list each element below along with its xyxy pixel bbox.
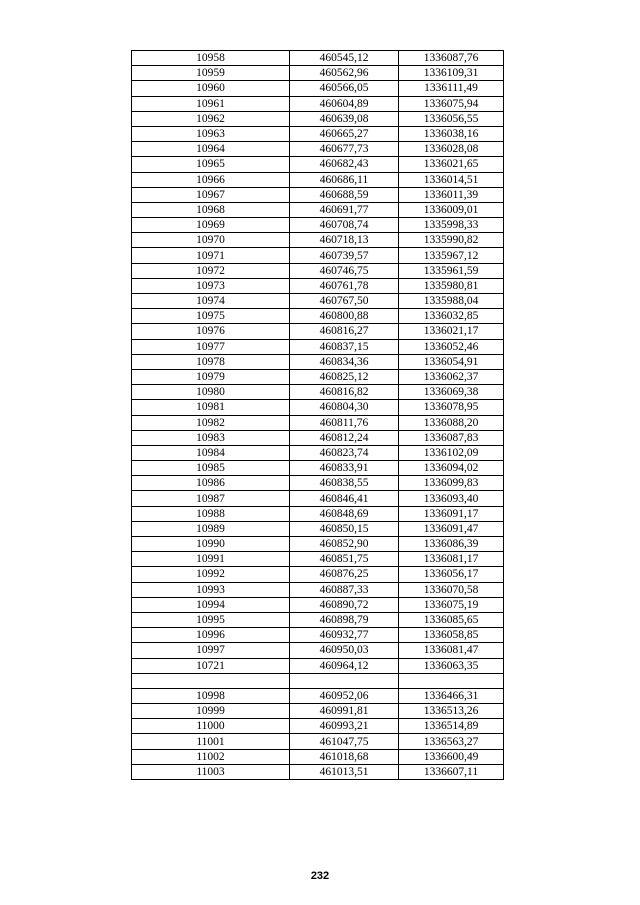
x-coordinate-cell: 460566,05 xyxy=(290,81,399,96)
table-row xyxy=(132,582,504,597)
table-row xyxy=(132,248,504,263)
x-coordinate-cell: 460838,55 xyxy=(290,476,399,491)
point-number-cell: 10963 xyxy=(132,126,290,141)
x-coordinate-cell: 460739,57 xyxy=(290,248,399,263)
point-number-cell: 10999 xyxy=(132,704,290,719)
x-coordinate-cell: 460950,03 xyxy=(290,643,399,658)
table-row xyxy=(132,415,504,430)
x-coordinate-cell: 460718,13 xyxy=(290,233,399,248)
table-row xyxy=(132,430,504,445)
y-coordinate-cell: 1336062,37 xyxy=(399,369,504,384)
x-coordinate-cell: 460812,24 xyxy=(290,430,399,445)
y-coordinate-cell: 1336058,85 xyxy=(399,628,504,643)
table-row xyxy=(132,764,504,779)
table-row xyxy=(132,51,504,66)
point-number-cell: 10967 xyxy=(132,187,290,202)
x-coordinate-cell: 460686,11 xyxy=(290,172,399,187)
table-row xyxy=(132,506,504,521)
table-row xyxy=(132,521,504,536)
coordinates-table-body xyxy=(132,51,504,780)
x-coordinate-cell: 460846,41 xyxy=(290,491,399,506)
x-coordinate-cell: 460746,75 xyxy=(290,263,399,278)
point-number-cell: 10980 xyxy=(132,385,290,400)
table-row xyxy=(132,81,504,96)
y-coordinate-cell: 1336094,02 xyxy=(399,461,504,476)
table-row xyxy=(132,597,504,612)
table-row xyxy=(132,233,504,248)
x-coordinate-cell: 460898,79 xyxy=(290,612,399,627)
table-row xyxy=(132,339,504,354)
y-coordinate-cell: 1336086,39 xyxy=(399,537,504,552)
table-row xyxy=(132,537,504,552)
page-number: 232 xyxy=(310,870,330,882)
point-number-cell: 10961 xyxy=(132,96,290,111)
point-number-cell: 10990 xyxy=(132,537,290,552)
x-coordinate-cell: 460932,77 xyxy=(290,628,399,643)
y-coordinate-cell: 1336056,17 xyxy=(399,567,504,582)
table-row xyxy=(132,157,504,172)
y-coordinate-cell: 1336088,20 xyxy=(399,415,504,430)
point-number-cell: 10996 xyxy=(132,628,290,643)
table-row xyxy=(132,172,504,187)
point-number-cell: 10962 xyxy=(132,111,290,126)
x-coordinate-cell: 460682,43 xyxy=(290,157,399,172)
point-number-cell: 10992 xyxy=(132,567,290,582)
table-row xyxy=(132,552,504,567)
y-coordinate-cell: 1336052,46 xyxy=(399,339,504,354)
table-row xyxy=(132,673,504,688)
y-coordinate-cell: 1336075,19 xyxy=(399,597,504,612)
x-coordinate-cell: 460811,76 xyxy=(290,415,399,430)
y-coordinate-cell: 1336081,17 xyxy=(399,552,504,567)
table-row xyxy=(132,66,504,81)
table-row xyxy=(132,491,504,506)
table-row xyxy=(132,461,504,476)
table-row xyxy=(132,142,504,157)
x-coordinate-cell: 460677,73 xyxy=(290,142,399,157)
point-number-cell: 10964 xyxy=(132,142,290,157)
table-row xyxy=(132,612,504,627)
table-row xyxy=(132,96,504,111)
table-row xyxy=(132,476,504,491)
point-number-cell xyxy=(132,673,290,688)
y-coordinate-cell: 1336028,08 xyxy=(399,142,504,157)
point-number-cell: 10960 xyxy=(132,81,290,96)
point-number-cell: 10978 xyxy=(132,354,290,369)
table-row xyxy=(132,704,504,719)
x-coordinate-cell: 460665,27 xyxy=(290,126,399,141)
y-coordinate-cell: 1335980,81 xyxy=(399,278,504,293)
point-number-cell: 10989 xyxy=(132,521,290,536)
y-coordinate-cell: 1336600,49 xyxy=(399,749,504,764)
table-row xyxy=(132,628,504,643)
y-coordinate-cell: 1335988,04 xyxy=(399,294,504,309)
x-coordinate-cell: 460887,33 xyxy=(290,582,399,597)
point-number-cell: 10965 xyxy=(132,157,290,172)
y-coordinate-cell: 1336109,31 xyxy=(399,66,504,81)
table-row xyxy=(132,324,504,339)
y-coordinate-cell: 1335961,59 xyxy=(399,263,504,278)
y-coordinate-cell: 1336021,65 xyxy=(399,157,504,172)
y-coordinate-cell: 1336102,09 xyxy=(399,445,504,460)
y-coordinate-cell: 1336054,91 xyxy=(399,354,504,369)
table-row xyxy=(132,111,504,126)
x-coordinate-cell: 460816,82 xyxy=(290,385,399,400)
point-number-cell: 10974 xyxy=(132,294,290,309)
x-coordinate-cell: 460952,06 xyxy=(290,688,399,703)
point-number-cell: 10972 xyxy=(132,263,290,278)
y-coordinate-cell: 1336087,76 xyxy=(399,51,504,66)
x-coordinate-cell: 460767,50 xyxy=(290,294,399,309)
table-row xyxy=(132,263,504,278)
table-row xyxy=(132,369,504,384)
point-number-cell: 10969 xyxy=(132,218,290,233)
y-coordinate-cell: 1336091,47 xyxy=(399,521,504,536)
x-coordinate-cell xyxy=(290,673,399,688)
table-row xyxy=(132,688,504,703)
point-number-cell: 11000 xyxy=(132,719,290,734)
point-number-cell: 10981 xyxy=(132,400,290,415)
table-row xyxy=(132,749,504,764)
table-row xyxy=(132,400,504,415)
y-coordinate-cell: 1336032,85 xyxy=(399,309,504,324)
y-coordinate-cell: 1336081,47 xyxy=(399,643,504,658)
x-coordinate-cell: 460991,81 xyxy=(290,704,399,719)
point-number-cell: 10975 xyxy=(132,309,290,324)
point-number-cell: 10988 xyxy=(132,506,290,521)
y-coordinate-cell: 1336513,26 xyxy=(399,704,504,719)
x-coordinate-cell: 460876,25 xyxy=(290,567,399,582)
y-coordinate-cell: 1335998,33 xyxy=(399,218,504,233)
point-number-cell: 10997 xyxy=(132,643,290,658)
y-coordinate-cell: 1335990,82 xyxy=(399,233,504,248)
table-row xyxy=(132,294,504,309)
y-coordinate-cell: 1336075,94 xyxy=(399,96,504,111)
table-row xyxy=(132,445,504,460)
point-number-cell: 10966 xyxy=(132,172,290,187)
point-number-cell: 10977 xyxy=(132,339,290,354)
point-number-cell: 10971 xyxy=(132,248,290,263)
x-coordinate-cell: 460604,89 xyxy=(290,96,399,111)
table-row xyxy=(132,354,504,369)
point-number-cell: 10984 xyxy=(132,445,290,460)
y-coordinate-cell: 1336038,16 xyxy=(399,126,504,141)
y-coordinate-cell: 1336514,89 xyxy=(399,719,504,734)
x-coordinate-cell: 460816,27 xyxy=(290,324,399,339)
x-coordinate-cell: 460848,69 xyxy=(290,506,399,521)
y-coordinate-cell: 1336063,35 xyxy=(399,658,504,673)
y-coordinate-cell: 1336078,95 xyxy=(399,400,504,415)
x-coordinate-cell: 460852,90 xyxy=(290,537,399,552)
x-coordinate-cell: 460823,74 xyxy=(290,445,399,460)
point-number-cell: 10983 xyxy=(132,430,290,445)
x-coordinate-cell: 460851,75 xyxy=(290,552,399,567)
y-coordinate-cell: 1336056,55 xyxy=(399,111,504,126)
point-number-cell: 11002 xyxy=(132,749,290,764)
x-coordinate-cell: 460834,36 xyxy=(290,354,399,369)
x-coordinate-cell: 460833,91 xyxy=(290,461,399,476)
y-coordinate-cell: 1336021,17 xyxy=(399,324,504,339)
point-number-cell: 10979 xyxy=(132,369,290,384)
y-coordinate-cell: 1335967,12 xyxy=(399,248,504,263)
point-number-cell: 11003 xyxy=(132,764,290,779)
point-number-cell: 10973 xyxy=(132,278,290,293)
point-number-cell: 10970 xyxy=(132,233,290,248)
y-coordinate-cell: 1336607,11 xyxy=(399,764,504,779)
y-coordinate-cell xyxy=(399,673,504,688)
table-row xyxy=(132,309,504,324)
point-number-cell: 11001 xyxy=(132,734,290,749)
y-coordinate-cell: 1336009,01 xyxy=(399,202,504,217)
x-coordinate-cell: 460545,12 xyxy=(290,51,399,66)
y-coordinate-cell: 1336085,65 xyxy=(399,612,504,627)
point-number-cell: 10995 xyxy=(132,612,290,627)
y-coordinate-cell: 1336091,17 xyxy=(399,506,504,521)
table-row xyxy=(132,385,504,400)
table-row xyxy=(132,218,504,233)
x-coordinate-cell: 460837,15 xyxy=(290,339,399,354)
table-row xyxy=(132,567,504,582)
coordinates-table xyxy=(131,50,504,780)
point-number-cell: 10959 xyxy=(132,66,290,81)
point-number-cell: 10994 xyxy=(132,597,290,612)
table-row xyxy=(132,734,504,749)
point-number-cell: 10982 xyxy=(132,415,290,430)
x-coordinate-cell: 460639,08 xyxy=(290,111,399,126)
table-row xyxy=(132,643,504,658)
point-number-cell: 10976 xyxy=(132,324,290,339)
table-row xyxy=(132,187,504,202)
point-number-cell: 10958 xyxy=(132,51,290,66)
y-coordinate-cell: 1336111,49 xyxy=(399,81,504,96)
x-coordinate-cell: 460708,74 xyxy=(290,218,399,233)
x-coordinate-cell: 460761,78 xyxy=(290,278,399,293)
x-coordinate-cell: 460850,15 xyxy=(290,521,399,536)
table-row xyxy=(132,719,504,734)
point-number-cell: 10968 xyxy=(132,202,290,217)
y-coordinate-cell: 1336014,51 xyxy=(399,172,504,187)
x-coordinate-cell: 460804,30 xyxy=(290,400,399,415)
table-row xyxy=(132,658,504,673)
point-number-cell: 10993 xyxy=(132,582,290,597)
point-number-cell: 10991 xyxy=(132,552,290,567)
y-coordinate-cell: 1336011,39 xyxy=(399,187,504,202)
point-number-cell: 10986 xyxy=(132,476,290,491)
x-coordinate-cell: 461018,68 xyxy=(290,749,399,764)
table-row xyxy=(132,202,504,217)
x-coordinate-cell: 461013,51 xyxy=(290,764,399,779)
y-coordinate-cell: 1336069,38 xyxy=(399,385,504,400)
x-coordinate-cell: 460688,59 xyxy=(290,187,399,202)
point-number-cell: 10985 xyxy=(132,461,290,476)
y-coordinate-cell: 1336563,27 xyxy=(399,734,504,749)
point-number-cell: 10998 xyxy=(132,688,290,703)
point-number-cell: 10987 xyxy=(132,491,290,506)
x-coordinate-cell: 461047,75 xyxy=(290,734,399,749)
x-coordinate-cell: 460890,72 xyxy=(290,597,399,612)
x-coordinate-cell: 460993,21 xyxy=(290,719,399,734)
x-coordinate-cell: 460825,12 xyxy=(290,369,399,384)
y-coordinate-cell: 1336466,31 xyxy=(399,688,504,703)
y-coordinate-cell: 1336099,83 xyxy=(399,476,504,491)
y-coordinate-cell: 1336070,58 xyxy=(399,582,504,597)
x-coordinate-cell: 460964,12 xyxy=(290,658,399,673)
y-coordinate-cell: 1336087,83 xyxy=(399,430,504,445)
x-coordinate-cell: 460800,88 xyxy=(290,309,399,324)
table-row xyxy=(132,278,504,293)
table-row xyxy=(132,126,504,141)
x-coordinate-cell: 460691,77 xyxy=(290,202,399,217)
point-number-cell: 10721 xyxy=(132,658,290,673)
x-coordinate-cell: 460562,96 xyxy=(290,66,399,81)
y-coordinate-cell: 1336093,40 xyxy=(399,491,504,506)
